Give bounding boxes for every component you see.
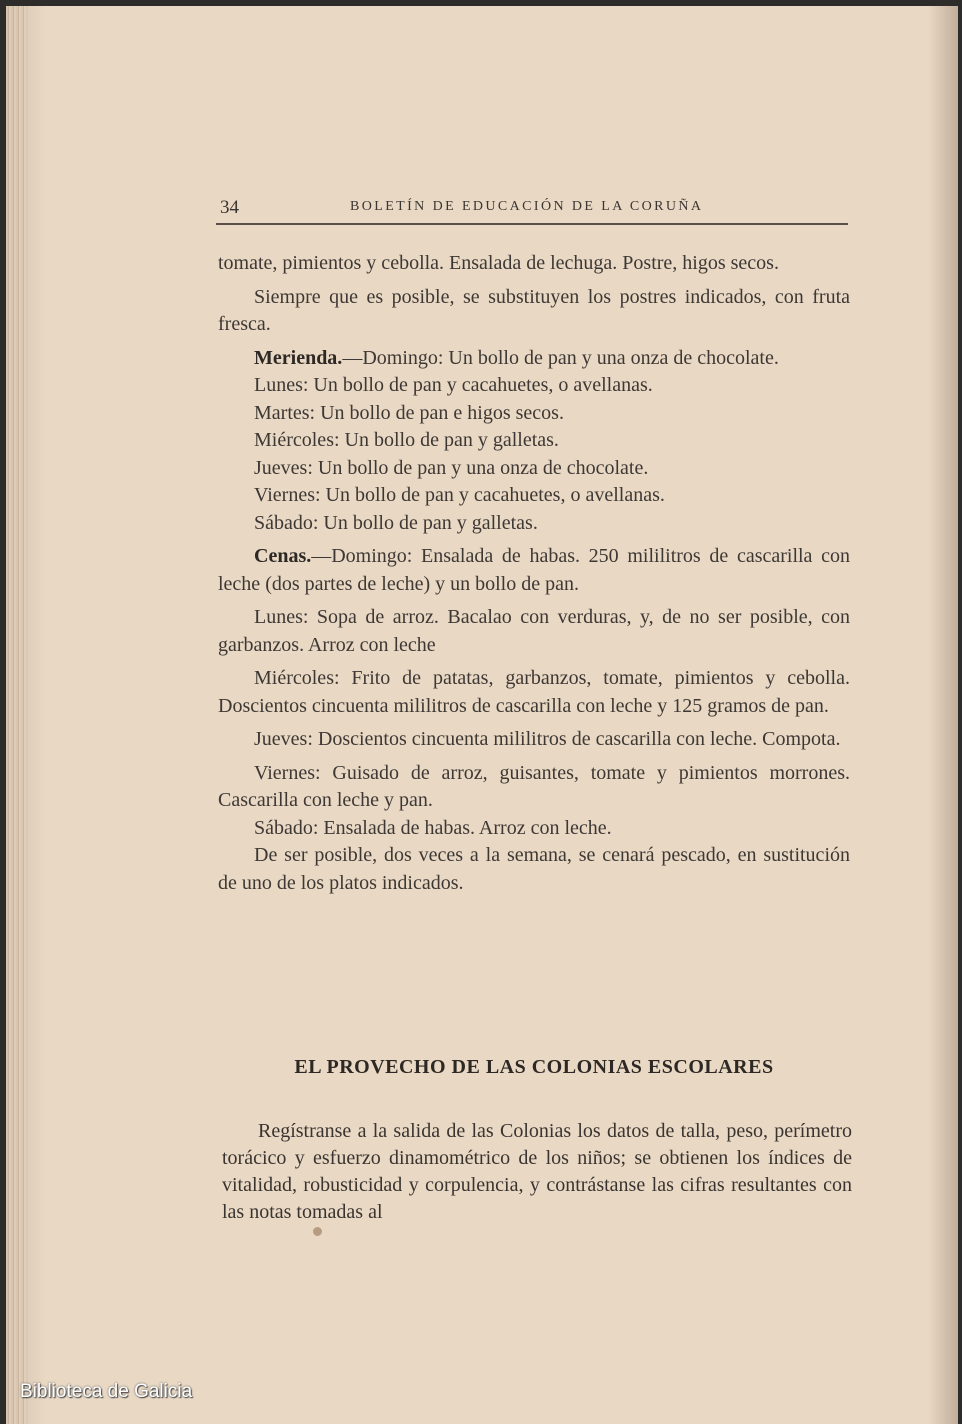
merienda-label: Merienda. (254, 346, 343, 369)
journal-title: BOLETÍN DE EDUCACIÓN DE LA CORUÑA (350, 199, 704, 214)
merienda-paragraph (218, 345, 850, 373)
ink-spot (313, 1227, 322, 1236)
menu-paragraph: Lunes: Sopa de arroz. Bacalao con verduras, y, de no ser posible, con garbanzos. Arroz con leche (218, 606, 850, 656)
library-watermark: Biblioteca de Galicia (20, 1381, 193, 1402)
menu-paragraph: Miércoles: Frito de patatas, garbanzos, tomate, pimientos y cebolla. Doscientos cincuenta mililitros de cascarilla con leche y 125 gramos de pan. (218, 667, 850, 717)
cenas-paragraph (218, 543, 850, 598)
menu-line: Sábado: Un bollo de pan y galletas. (254, 511, 538, 534)
merienda-text: —Domingo: Un bollo de pan y una onza de chocolate. (342, 346, 779, 369)
page-edge (6, 6, 28, 1424)
paragraph: Siempre que es posible, se substituyen los postres indicados, con fruta fresca. (218, 285, 850, 335)
menu-line: Viernes: Un bollo de pan y cacahuetes, o avellanas. (254, 484, 665, 506)
cenas-label: Cenas. (254, 545, 312, 567)
paragraph: tomate, pimientos y cebolla. Ensalada de lechuga. Postre, higos secos. (218, 252, 779, 274)
menu-line: Jueves: Un bollo de pan y una onza de chocolate. (254, 456, 649, 479)
page-number: 34 (220, 197, 239, 218)
note-paragraph: De ser posible, dos veces a la semana, se cenará pescado, en sustitución de uno de los platos indicados. (218, 844, 850, 894)
running-header (216, 193, 848, 225)
menu-line: Sábado: Ensalada de habas. Arroz con leche. (254, 816, 612, 839)
menu-line: Lunes: Un bollo de pan y cacahuetes, o avellanas. (254, 374, 653, 396)
menu-text (218, 250, 850, 897)
menu-paragraph: Viernes: Guisado de arroz, guisantes, tomate y pimientos morrones. Cascarilla con leche y pan. (218, 761, 850, 811)
menu-paragraph: Jueves: Doscientos cincuenta mililitros de cascarilla con leche. Compota. (254, 728, 841, 750)
section-paragraph: Regístranse a la salida de las Colonias los datos de talla, peso, perímetro torácico y esfuerzo dinamométrico de los niños; se obtienen los índices de vitalidad, robusticidad y corpulencia, y contrástanse las cifras resultantes con las notas tomadas al (222, 1120, 852, 1223)
menu-line: Miércoles: Un bollo de pan y galletas. (254, 429, 559, 451)
cenas-text: —Domingo: Ensalada de habas. 250 mililitros de cascarilla con leche (dos partes de leche) y un bollo de pan. (218, 545, 850, 595)
menu-line: Martes: Un bollo de pan e higos secos. (254, 401, 564, 424)
section-heading: EL PROVECHO DE LAS COLONIAS ESCOLARES (294, 1056, 774, 1078)
